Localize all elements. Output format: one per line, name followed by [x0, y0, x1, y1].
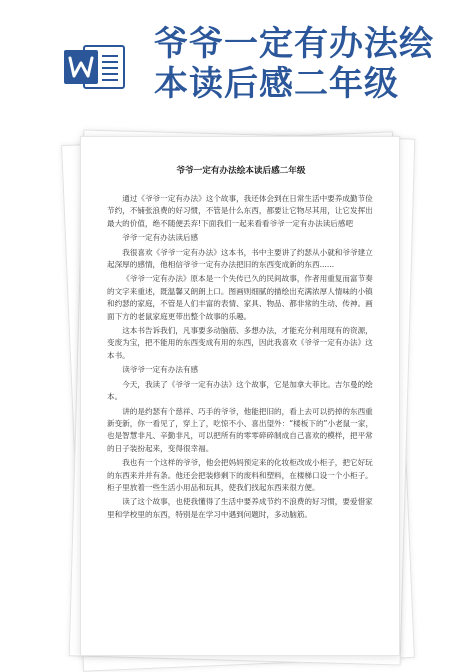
banner [0, 0, 474, 125]
paragraph: 爷爷一定有办法读后感 [122, 233, 199, 243]
paragraph: 这本书告诉我们，凡事要多动脑筋、多想办法，才能充分利用现有的资源，变废为宝，把不能用的东西变成有用的东西，因此我喜欢《爷爷一定有办法》这本书。 [107, 326, 373, 360]
paragraph: 我也有一个这样的爷爷，他会把妈妈预定来的化妆柜改成小柜子，把它好玩的东西来并并有条。他还会把装修剩下的废料和塑料，在楼梯口设一个小柜子。柜子里放着一些生活小用品和玩具，使我们找起东西来很方便。 [107, 458, 373, 492]
document-preview [72, 126, 408, 666]
document-page [80, 136, 400, 656]
paragraph: 讲的是约瑟有个慈祥、巧手的爷爷，他能把旧的，看上去可以扔掉的东西重新变新，你一看见了，穿上了，吃惊不小、喜出望外：“楼板下的”小老鼠一家，也是智慧非凡、辛勤非凡，可以把所有的零零碎碎制成自己喜欢的模样，把平常的日子装扮起来，变得很幸福。 [107, 406, 374, 453]
banner-title [154, 24, 454, 104]
banner-title-line-2: 本读后感二年级 [154, 64, 399, 104]
word-document-icon [62, 44, 126, 90]
paragraph: 我很喜欢《爷爷一定有办法》这本书，书中主要讲了约瑟从小就和爷爷建立起深厚的感情，他相信爷爷一定有办法把旧的东西变成新的东西...... [107, 247, 373, 270]
paragraph: 通过《爷爷一定有办法》这个故事，我还体会到在日常生活中要养成勤节俭节约，不铺张浪费的好习惯，不管是什么东西，都要让它物尽其用，让它发挥出最大的价值，绝不随便丢弃!下面我们一起来看看爷爷一定有办法读后感吧 [107, 194, 373, 228]
paragraph: 今天，我读了《爷爷一定有办法》这个故事，它是加拿大菲比。吉尔曼的绘本。 [107, 379, 373, 402]
banner-title-line-1: 爷爷一定有办法绘 [154, 24, 434, 64]
paragraph: 《爷爷一定有办法》原本是一个失传已久的民间故事，作者用重复而富节奏的文字来重述，既温馨又朗朗上口。图画则细腻的描绘出充满浓厚人情味的小镇和约瑟的家庭，不管是人们丰富的表情、家具、物品、都非常的生动、传神。画面下方的老鼠家庭更带出整个故事的乐趣。 [107, 274, 373, 321]
paragraph: 读爷爷一定有办法有感 [122, 365, 199, 375]
document-title: 爷爷一定有办法绘本读后感二年级 [176, 166, 306, 176]
paragraph: 读了这个故事，也使我懂得了生活中要养成节约不浪费的好习惯，要爱惜家里和学校里的东西，特别是在学习中遇到问题时，多动脑筋。 [107, 497, 373, 519]
